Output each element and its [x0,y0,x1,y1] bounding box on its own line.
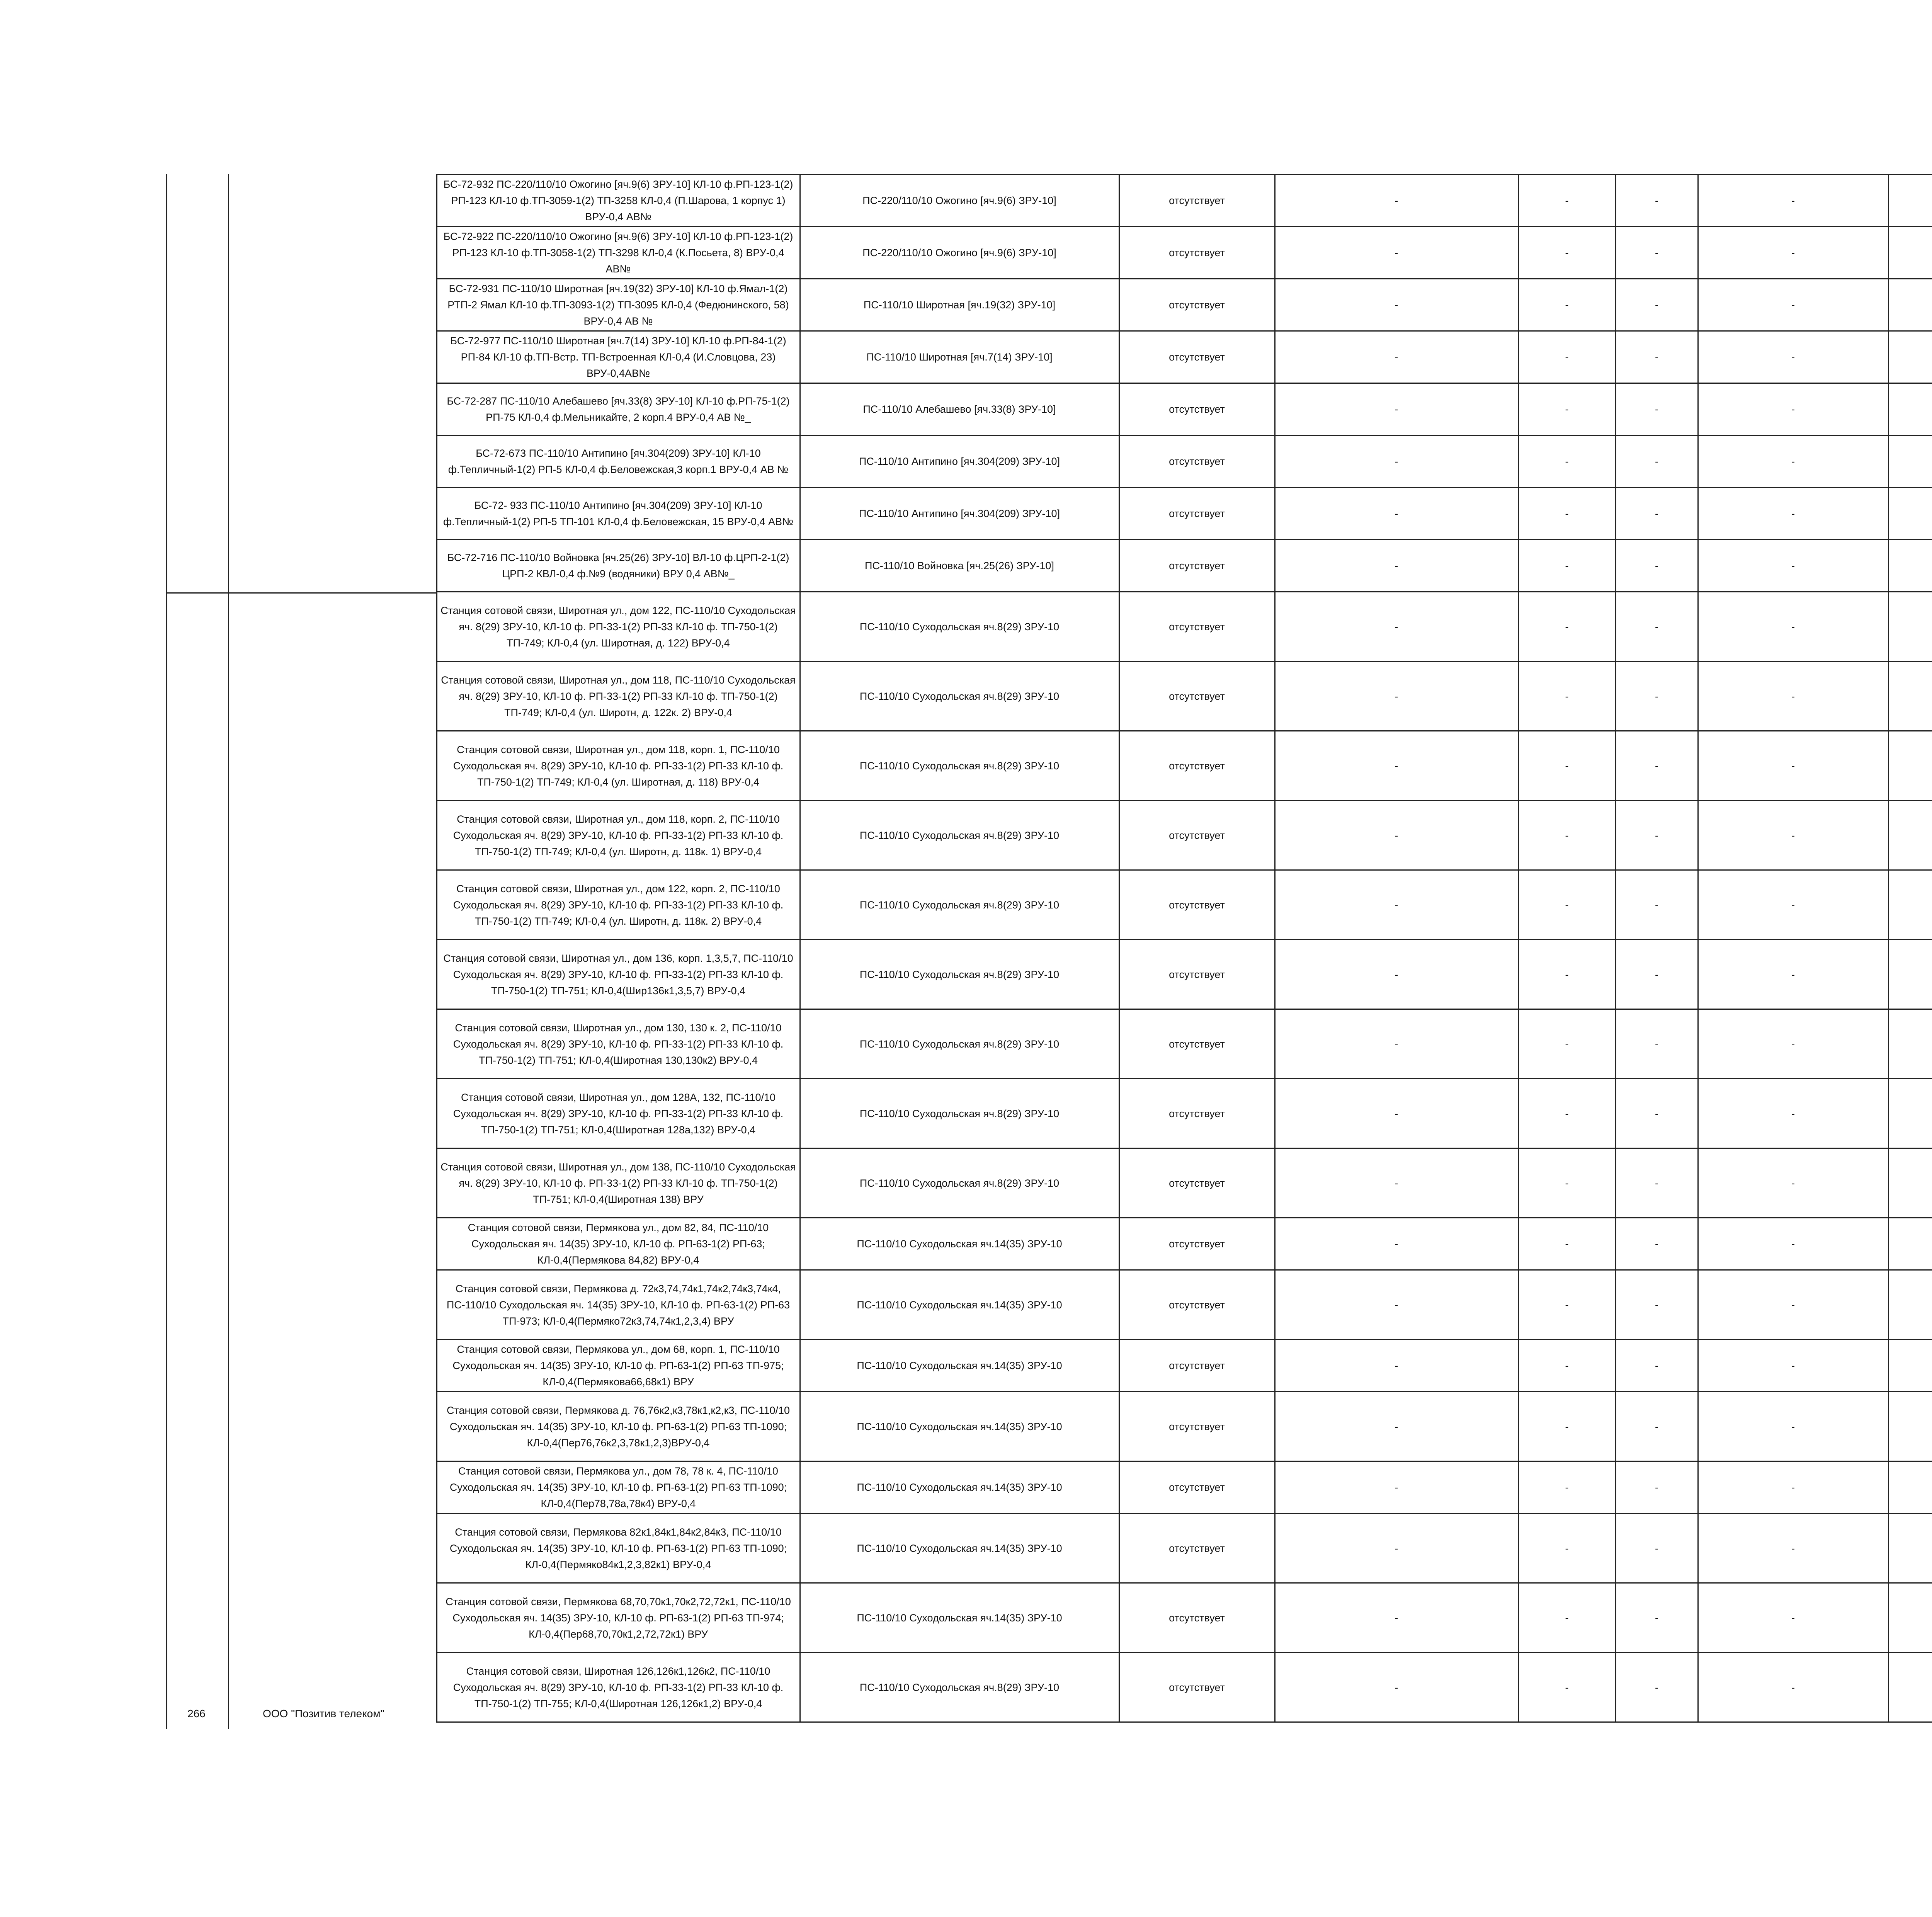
table-body [166,175,1932,1722]
cell-c7: - [1698,1218,1888,1270]
cell-status: отсутствует [1119,435,1275,488]
cell-c4: - [1275,801,1518,870]
cell-c6: - [1616,1218,1698,1270]
cell-center: ПС-110/10 Суходольская яч.8(29) ЗРУ-10 [800,1079,1119,1148]
table-row [166,540,1932,592]
cell-c6: - [1616,435,1698,488]
cell-c8 [1888,940,1932,1009]
cell-c6: - [1616,1583,1698,1653]
row-spacer [166,435,437,488]
cell-c7: - [1698,488,1888,540]
cell-c5: - [1518,870,1616,940]
table-row [166,662,1932,731]
cell-status: отсутствует [1119,331,1275,383]
cell-c7: - [1698,801,1888,870]
table-row [166,801,1932,870]
cell-center: ПС-110/10 Антипино [яч.304(209) ЗРУ-10] [800,488,1119,540]
table-row [166,1270,1932,1340]
row-spacer [166,1079,437,1148]
row-spacer [166,488,437,540]
row-spacer [166,383,437,435]
cell-c4: - [1275,1079,1518,1148]
cell-c8 [1888,662,1932,731]
row-spacer [166,1148,437,1218]
cell-desc: БС-72-977 ПС-110/10 Широтная [яч.7(14) ЗРУ-10] КЛ-10 ф.РП-84-1(2) РП-84 КЛ-10 ф.ТП-Встр. ТП-Встроенная КЛ-0,4 (И.Словцова, 23) ВРУ-0,4АВ№ [437,331,800,383]
cell-status: отсутствует [1119,1653,1275,1722]
cell-c7: - [1698,227,1888,279]
cell-center: ПС-110/10 Суходольская яч.14(35) ЗРУ-10 [800,1461,1119,1514]
cell-c8 [1888,540,1932,592]
cell-desc: Станция сотовой связи, Пермякова 68,70,70к1,70к2,72,72к1, ПС-110/10 Суходольская яч. 14(35) ЗРУ-10, КЛ-10 ф. РП-63-1(2) РП-63 ТП-974; КЛ-0,4(Пер68,70,70к1,2,72,72к1) ВРУ [437,1583,800,1653]
cell-status: отсутствует [1119,801,1275,870]
table-row [166,1392,1932,1461]
cell-center: ПС-110/10 Суходольская яч.8(29) ЗРУ-10 [800,1009,1119,1079]
cell-c6: - [1616,540,1698,592]
cell-status: отсутствует [1119,1461,1275,1514]
cell-c6: - [1616,731,1698,801]
cell-c7: - [1698,1653,1888,1722]
cell-c6: - [1616,940,1698,1009]
cell-status: отсутствует [1119,1148,1275,1218]
cell-desc: Станция сотовой связи, Широтная 126,126к1,126к2, ПС-110/10 Суходольская яч. 8(29) ЗРУ-10, КЛ-10 ф. РП-33-1(2) РП-33 КЛ-10 ф. ТП-750-1(2) ТП-755; КЛ-0,4(Широтная 126,126к1,2) ВРУ-0,4 [437,1653,800,1722]
cell-status: отсутствует [1119,1218,1275,1270]
table-row [166,1218,1932,1270]
cell-c7: - [1698,1392,1888,1461]
cell-c6: - [1616,1079,1698,1148]
cell-desc: Станция сотовой связи, Пермякова ул., дом 82, 84, ПС-110/10 Суходольская яч. 14(35) ЗРУ-10, КЛ-10 ф. РП-63-1(2) РП-63; КЛ-0,4(Пермякова 84,82) ВРУ-0,4 [437,1218,800,1270]
cell-c4: - [1275,1583,1518,1653]
table-row [166,279,1932,331]
cell-c5: - [1518,592,1616,662]
cell-c4: - [1275,1218,1518,1270]
cell-status: отсутствует [1119,540,1275,592]
cell-c8 [1888,488,1932,540]
cell-c8 [1888,1583,1932,1653]
table-row [166,1340,1932,1392]
cell-c4: - [1275,1148,1518,1218]
connections-table [166,174,1932,1723]
cell-desc: Станция сотовой связи, Пермякова ул., дом 68, корп. 1, ПС-110/10 Суходольская яч. 14(35) ЗРУ-10, КЛ-10 ф. РП-63-1(2) РП-63 ТП-975; КЛ-0,4(Пермякова66,68к1) ВРУ [437,1340,800,1392]
cell-c7: - [1698,1461,1888,1514]
cell-c7: - [1698,1583,1888,1653]
table-row [166,870,1932,940]
row-spacer [166,662,437,731]
cell-c5: - [1518,731,1616,801]
cell-status: отсутствует [1119,488,1275,540]
row-spacer [166,1461,437,1514]
cell-c6: - [1616,1148,1698,1218]
cell-c8 [1888,1340,1932,1392]
cell-c5: - [1518,1270,1616,1340]
cell-c4: - [1275,592,1518,662]
cell-c4: - [1275,1270,1518,1340]
cell-c7: - [1698,540,1888,592]
cell-c5: - [1518,279,1616,331]
row-spacer [166,227,437,279]
cell-c4: - [1275,540,1518,592]
cell-c7: - [1698,279,1888,331]
cell-c4: - [1275,1461,1518,1514]
cell-c5: - [1518,1079,1616,1148]
cell-c7: - [1698,731,1888,801]
cell-c4: - [1275,331,1518,383]
cell-c7: - [1698,592,1888,662]
cell-c6: - [1616,331,1698,383]
cell-c6: - [1616,1514,1698,1583]
cell-desc: БС-72-673 ПС-110/10 Антипино [яч.304(209) ЗРУ-10] КЛ-10 ф.Тепличный-1(2) РП-5 КЛ-0,4 ф.Беловежская,3 корп.1 ВРУ-0,4 АВ № [437,435,800,488]
cell-status: отсутствует [1119,175,1275,227]
row-spacer [166,540,437,592]
cell-c8 [1888,870,1932,940]
cell-c5: - [1518,175,1616,227]
cell-c6: - [1616,1270,1698,1340]
cell-center: ПС-110/10 Широтная [яч.19(32) ЗРУ-10] [800,279,1119,331]
row-spacer [166,801,437,870]
cell-center: ПС-110/10 Суходольская яч.14(35) ЗРУ-10 [800,1583,1119,1653]
table-row [166,435,1932,488]
cell-desc: Станция сотовой связи, Пермякова 82к1,84к1,84к2,84к3, ПС-110/10 Суходольская яч. 14(35) ЗРУ-10, КЛ-10 ф. РП-63-1(2) РП-63 ТП-1090; КЛ-0,4(Пермяко84к1,2,3,82к1) ВРУ-0,4 [437,1514,800,1583]
cell-desc: БС-72-932 ПС-220/110/10 Ожогино [яч.9(6) ЗРУ-10] КЛ-10 ф.РП-123-1(2) РП-123 КЛ-10 ф.ТП-3059-1(2) ТП-3258 КЛ-0,4 (П.Шарова, 1 корпус 1) ВРУ-0,4 АВ№ [437,175,800,227]
footer-organization: ООО "Позитив телеком" [263,1708,384,1720]
cell-c7: - [1698,870,1888,940]
cell-status: отсутствует [1119,940,1275,1009]
cell-desc: Станция сотовой связи, Пермякова ул., дом 78, 78 к. 4, ПС-110/10 Суходольская яч. 14(35) ЗРУ-10, КЛ-10 ф. РП-63-1(2) РП-63 ТП-1090; КЛ-0,4(Пер78,78а,78к4) ВРУ-0,4 [437,1461,800,1514]
cell-desc: Станция сотовой связи, Широтная ул., дом 138, ПС-110/10 Суходольская яч. 8(29) ЗРУ-10, КЛ-10 ф. РП-33-1(2) РП-33 КЛ-10 ф. ТП-750-1(2) ТП-751; КЛ-0,4(Широтная 138) ВРУ [437,1148,800,1218]
cell-c5: - [1518,1514,1616,1583]
cell-c6: - [1616,488,1698,540]
cell-c8 [1888,1514,1932,1583]
cell-center: ПС-220/110/10 Ожогино [яч.9(6) ЗРУ-10] [800,175,1119,227]
table-row [166,1514,1932,1583]
row-spacer [166,279,437,331]
row-spacer [166,870,437,940]
cell-c6: - [1616,175,1698,227]
cell-c8 [1888,435,1932,488]
row-spacer [166,1514,437,1583]
row-spacer [166,592,437,662]
cell-c5: - [1518,540,1616,592]
cell-c5: - [1518,1583,1616,1653]
cell-c6: - [1616,870,1698,940]
cell-c5: - [1518,435,1616,488]
cell-center: ПС-110/10 Суходольская яч.14(35) ЗРУ-10 [800,1392,1119,1461]
cell-c4: - [1275,1009,1518,1079]
cell-c4: - [1275,279,1518,331]
table-row [166,940,1932,1009]
cell-c7: - [1698,383,1888,435]
table-row [166,1583,1932,1653]
cell-c5: - [1518,383,1616,435]
cell-c8 [1888,1009,1932,1079]
cell-c5: - [1518,1148,1616,1218]
cell-c8 [1888,592,1932,662]
cell-c7: - [1698,1148,1888,1218]
cell-status: отсутствует [1119,383,1275,435]
cell-c8 [1888,801,1932,870]
cell-c8 [1888,1148,1932,1218]
cell-c4: - [1275,1340,1518,1392]
table-row [166,1461,1932,1514]
cell-c4: - [1275,1653,1518,1722]
cell-c6: - [1616,592,1698,662]
cell-desc: Станция сотовой связи, Пермякова д. 76,76к2,к3,78к1,к2,к3, ПС-110/10 Суходольская яч. 14(35) ЗРУ-10, КЛ-10 ф. РП-63-1(2) РП-63 ТП-1090; КЛ-0,4(Пер76,76к2,3,78к1,2,3)ВРУ-0,4 [437,1392,800,1461]
cell-center: ПС-110/10 Суходольская яч.8(29) ЗРУ-10 [800,1148,1119,1218]
cell-c4: - [1275,227,1518,279]
cell-c5: - [1518,801,1616,870]
cell-c7: - [1698,1009,1888,1079]
cell-desc: Станция сотовой связи, Широтная ул., дом 130, 130 к. 2, ПС-110/10 Суходольская яч. 8(29) ЗРУ-10, КЛ-10 ф. РП-33-1(2) РП-33 КЛ-10 ф. ТП-750-1(2) ТП-751; КЛ-0,4(Широтная 130,130к2) ВРУ-0,4 [437,1009,800,1079]
cell-desc: БС-72-716 ПС-110/10 Войновка [яч.25(26) ЗРУ-10] ВЛ-10 ф.ЦРП-2-1(2) ЦРП-2 КВЛ-0,4 ф.№9 (водяники) ВРУ 0,4 АВ№_ [437,540,800,592]
cell-center: ПС-110/10 Суходольская яч.8(29) ЗРУ-10 [800,1653,1119,1722]
cell-c8 [1888,383,1932,435]
table-row [166,227,1932,279]
row-spacer [166,1392,437,1461]
cell-status: отсутствует [1119,1583,1275,1653]
table-row [166,1079,1932,1148]
cell-c5: - [1518,662,1616,731]
table-row [166,331,1932,383]
cell-c4: - [1275,1514,1518,1583]
cell-c7: - [1698,1514,1888,1583]
cell-center: ПС-110/10 Суходольская яч.14(35) ЗРУ-10 [800,1218,1119,1270]
cell-status: отсутствует [1119,279,1275,331]
cell-c5: - [1518,488,1616,540]
cell-c6: - [1616,279,1698,331]
cell-center: ПС-110/10 Суходольская яч.8(29) ЗРУ-10 [800,801,1119,870]
table-row [166,175,1932,227]
cell-c5: - [1518,940,1616,1009]
table-row [166,1653,1932,1722]
cell-center: ПС-110/10 Суходольская яч.14(35) ЗРУ-10 [800,1514,1119,1583]
cell-c8 [1888,1392,1932,1461]
cell-c6: - [1616,662,1698,731]
cell-c6: - [1616,1340,1698,1392]
cell-center: ПС-110/10 Суходольская яч.8(29) ЗРУ-10 [800,662,1119,731]
cell-c7: - [1698,1340,1888,1392]
cell-c6: - [1616,1461,1698,1514]
cell-c7: - [1698,1079,1888,1148]
cell-status: отсутствует [1119,227,1275,279]
cell-center: ПС-110/10 Суходольская яч.14(35) ЗРУ-10 [800,1270,1119,1340]
cell-c5: - [1518,1653,1616,1722]
cell-desc: Станция сотовой связи, Широтная ул., дом 118, корп. 1, ПС-110/10 Суходольская яч. 8(29) ЗРУ-10, КЛ-10 ф. РП-33-1(2) РП-33 КЛ-10 ф. ТП-750-1(2) ТП-749; КЛ-0,4 (ул. Широтная, д. 118) ВРУ-0,4 [437,731,800,801]
cell-status: отсутствует [1119,1392,1275,1461]
cell-center: ПС-110/10 Антипино [яч.304(209) ЗРУ-10] [800,435,1119,488]
cell-c5: - [1518,331,1616,383]
cell-status: отсутствует [1119,592,1275,662]
cell-c5: - [1518,1218,1616,1270]
table-row [166,383,1932,435]
cell-status: отсутствует [1119,870,1275,940]
cell-c7: - [1698,940,1888,1009]
cell-status: отсутствует [1119,662,1275,731]
cell-status: отсутствует [1119,1009,1275,1079]
table-row [166,1009,1932,1079]
cell-c7: - [1698,435,1888,488]
cell-center: ПС-110/10 Войновка [яч.25(26) ЗРУ-10] [800,540,1119,592]
cell-desc: Станция сотовой связи, Широтная ул., дом 122, корп. 2, ПС-110/10 Суходольская яч. 8(29) ЗРУ-10, КЛ-10 ф. РП-33-1(2) РП-33 КЛ-10 ф. ТП-750-1(2) ТП-749; КЛ-0,4 (ул. Широтн, д. 118к. 2) ВРУ-0,4 [437,870,800,940]
row-spacer [166,731,437,801]
row-spacer [166,940,437,1009]
cell-desc: Станция сотовой связи, Широтная ул., дом 122, ПС-110/10 Суходольская яч. 8(29) ЗРУ-10, КЛ-10 ф. РП-33-1(2) РП-33 КЛ-10 ф. ТП-750-1(2) ТП-749; КЛ-0,4 (ул. Широтная, д. 122) ВРУ-0,4 [437,592,800,662]
cell-c4: - [1275,488,1518,540]
cell-desc: БС-72-287 ПС-110/10 Алебашево [яч.33(8) ЗРУ-10] КЛ-10 ф.РП-75-1(2) РП-75 КЛ-0,4 ф.Мельникайте, 2 корп.4 ВРУ-0,4 АВ №_ [437,383,800,435]
cell-c4: - [1275,940,1518,1009]
cell-c5: - [1518,1340,1616,1392]
cell-c8 [1888,175,1932,227]
row-spacer [166,1583,437,1653]
footer-row-number: 266 [187,1708,206,1720]
cell-desc: Станция сотовой связи, Широтная ул., дом 118, ПС-110/10 Суходольская яч. 8(29) ЗРУ-10, КЛ-10 ф. РП-33-1(2) РП-33 КЛ-10 ф. ТП-750-1(2) ТП-749; КЛ-0,4 (ул. Широтн, д. 122к. 2) ВРУ-0,4 [437,662,800,731]
cell-c8 [1888,1218,1932,1270]
cell-desc: Станция сотовой связи, Пермякова д. 72к3,74,74к1,74к2,74к3,74к4, ПС-110/10 Суходольская яч. 14(35) ЗРУ-10, КЛ-10 ф. РП-63-1(2) РП-63 ТП-973; КЛ-0,4(Пермяко72к3,74,74к1,2,3,4) ВРУ [437,1270,800,1340]
cell-c8 [1888,1270,1932,1340]
cell-c5: - [1518,1009,1616,1079]
cell-c6: - [1616,227,1698,279]
cell-c7: - [1698,175,1888,227]
cell-center: ПС-110/10 Суходольская яч.8(29) ЗРУ-10 [800,870,1119,940]
row-spacer [166,1340,437,1392]
table-row [166,1148,1932,1218]
cell-c4: - [1275,870,1518,940]
cell-c4: - [1275,731,1518,801]
cell-desc: БС-72-922 ПС-220/110/10 Ожогино [яч.9(6) ЗРУ-10] КЛ-10 ф.РП-123-1(2) РП-123 КЛ-10 ф.ТП-3058-1(2) ТП-3298 КЛ-0,4 (К.Посьета, 8) ВРУ-0,4 АВ№ [437,227,800,279]
cell-desc: БС-72-931 ПС-110/10 Широтная [яч.19(32) ЗРУ-10] КЛ-10 ф.Ямал-1(2) РТП-2 Ямал КЛ-10 ф.ТП-3093-1(2) ТП-3095 КЛ-0,4 (Федюнинского, 58) ВРУ-0,4 АВ № [437,279,800,331]
cell-c4: - [1275,435,1518,488]
cell-status: отсутствует [1119,1079,1275,1148]
cell-c8 [1888,331,1932,383]
cell-c4: - [1275,383,1518,435]
cell-c6: - [1616,1392,1698,1461]
row-spacer [166,331,437,383]
cell-c8 [1888,1079,1932,1148]
cell-center: ПС-110/10 Суходольская яч.8(29) ЗРУ-10 [800,731,1119,801]
cell-c6: - [1616,1653,1698,1722]
cell-c4: - [1275,1392,1518,1461]
cell-c5: - [1518,227,1616,279]
cell-center: ПС-110/10 Суходольская яч.14(35) ЗРУ-10 [800,1340,1119,1392]
cell-center: ПС-220/110/10 Ожогино [яч.9(6) ЗРУ-10] [800,227,1119,279]
cell-status: отсутствует [1119,1270,1275,1340]
table-row [166,731,1932,801]
cell-desc: Станция сотовой связи, Широтная ул., дом 128А, 132, ПС-110/10 Суходольская яч. 8(29) ЗРУ-10, КЛ-10 ф. РП-33-1(2) РП-33 КЛ-10 ф. ТП-750-1(2) ТП-751; КЛ-0,4(Широтная 128а,132) ВРУ-0,4 [437,1079,800,1148]
cell-c5: - [1518,1461,1616,1514]
cell-status: отсутствует [1119,1340,1275,1392]
cell-c6: - [1616,801,1698,870]
cell-c5: - [1518,1392,1616,1461]
cell-desc: БС-72- 933 ПС-110/10 Антипино [яч.304(209) ЗРУ-10] КЛ-10 ф.Тепличный-1(2) РП-5 ТП-101 КЛ-0,4 ф.Беловежская, 15 ВРУ-0,4 АВ№ [437,488,800,540]
cell-desc: Станция сотовой связи, Широтная ул., дом 136, корп. 1,3,5,7, ПС-110/10 Суходольская яч. 8(29) ЗРУ-10, КЛ-10 ф. РП-33-1(2) РП-33 КЛ-10 ф. ТП-750-1(2) ТП-751; КЛ-0,4(Шир136к1,3,5,7) ВРУ-0,4 [437,940,800,1009]
cell-center: ПС-110/10 Суходольская яч.8(29) ЗРУ-10 [800,592,1119,662]
table-row [166,592,1932,662]
cell-c4: - [1275,662,1518,731]
table-row [166,488,1932,540]
cell-center: ПС-110/10 Широтная [яч.7(14) ЗРУ-10] [800,331,1119,383]
row-spacer [166,1218,437,1270]
cell-desc: Станция сотовой связи, Широтная ул., дом 118, корп. 2, ПС-110/10 Суходольская яч. 8(29) ЗРУ-10, КЛ-10 ф. РП-33-1(2) РП-33 КЛ-10 ф. ТП-750-1(2) ТП-749; КЛ-0,4 (ул. Широтн, д. 118к. 1) ВРУ-0,4 [437,801,800,870]
cell-c6: - [1616,383,1698,435]
cell-c7: - [1698,662,1888,731]
row-spacer [166,1270,437,1340]
cell-center: ПС-110/10 Алебашево [яч.33(8) ЗРУ-10] [800,383,1119,435]
cell-c6: - [1616,1009,1698,1079]
cell-c8 [1888,227,1932,279]
cell-c8 [1888,1653,1932,1722]
cell-c8 [1888,1461,1932,1514]
row-spacer [166,175,437,227]
cell-c4: - [1275,175,1518,227]
cell-center: ПС-110/10 Суходольская яч.8(29) ЗРУ-10 [800,940,1119,1009]
cell-c8 [1888,279,1932,331]
cell-status: отсутствует [1119,731,1275,801]
cell-c8 [1888,731,1932,801]
cell-c7: - [1698,331,1888,383]
cell-status: отсутствует [1119,1514,1275,1583]
cell-c7: - [1698,1270,1888,1340]
row-spacer [166,1009,437,1079]
